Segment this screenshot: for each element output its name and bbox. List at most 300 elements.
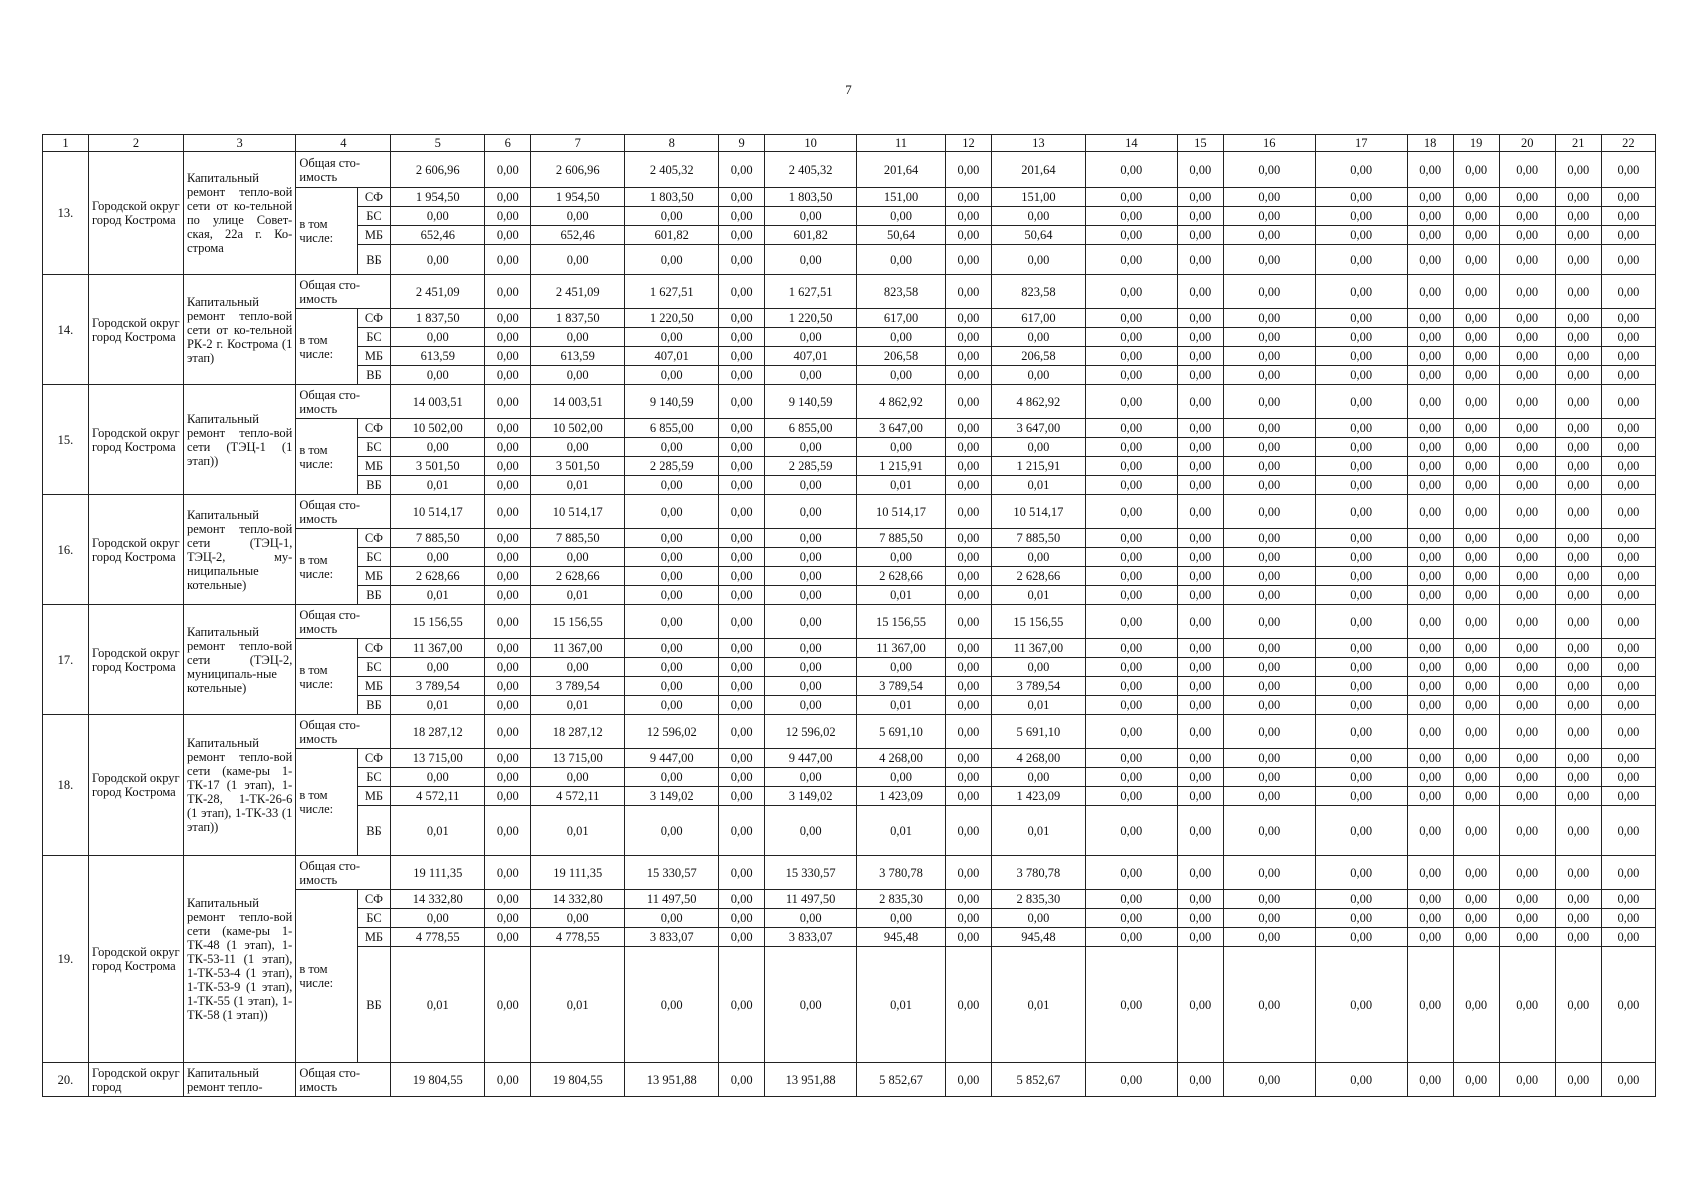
value-cell-col-12: 0,00 <box>945 347 991 366</box>
value-cell-col-7: 0,00 <box>531 548 625 567</box>
including-label: в том числе: <box>296 188 357 275</box>
municipality-cell: Городской округ город <box>88 1063 183 1097</box>
value-cell-col-15: 0,00 <box>1177 639 1223 658</box>
value-cell-col-12: 0,00 <box>945 275 991 309</box>
value-cell-col-5: 0,01 <box>391 806 485 856</box>
value-cell-col-13: 2 835,30 <box>991 890 1085 909</box>
value-cell-col-5: 18 287,12 <box>391 715 485 749</box>
fund-code: МБ <box>357 567 391 586</box>
value-cell-col-18: 0,00 <box>1407 715 1453 749</box>
value-cell-col-19: 0,00 <box>1453 275 1499 309</box>
value-cell-col-16: 0,00 <box>1223 309 1315 328</box>
value-cell-col-18: 0,00 <box>1407 328 1453 347</box>
value-cell-col-8: 601,82 <box>625 226 719 245</box>
row-index: 19. <box>43 856 89 1063</box>
value-cell-col-16: 0,00 <box>1223 548 1315 567</box>
value-cell-col-22: 0,00 <box>1601 548 1655 567</box>
value-cell-col-17: 0,00 <box>1315 586 1407 605</box>
value-cell-col-17: 0,00 <box>1315 328 1407 347</box>
value-cell-col-17: 0,00 <box>1315 385 1407 419</box>
value-cell-col-9: 0,00 <box>719 1063 765 1097</box>
value-cell-col-13: 2 628,66 <box>991 567 1085 586</box>
value-cell-col-8: 1 803,50 <box>625 188 719 207</box>
total-cost-label: Общая сто-имость <box>296 152 391 188</box>
value-cell-col-17: 0,00 <box>1315 438 1407 457</box>
value-cell-col-9: 0,00 <box>719 639 765 658</box>
value-cell-col-18: 0,00 <box>1407 1063 1453 1097</box>
value-cell-col-15: 0,00 <box>1177 328 1223 347</box>
including-label: в том числе: <box>296 309 357 385</box>
value-cell-col-11: 0,00 <box>857 245 946 275</box>
value-cell-col-8: 407,01 <box>625 347 719 366</box>
value-cell-col-11: 0,00 <box>857 768 946 787</box>
value-cell-col-11: 2 628,66 <box>857 567 946 586</box>
value-cell-col-21: 0,00 <box>1555 548 1601 567</box>
value-cell-col-22: 0,00 <box>1601 438 1655 457</box>
value-cell-col-6: 0,00 <box>485 856 531 890</box>
value-cell-col-16: 0,00 <box>1223 419 1315 438</box>
value-cell-col-12: 0,00 <box>945 366 991 385</box>
fund-code: БС <box>357 207 391 226</box>
value-cell-col-8: 0,00 <box>625 677 719 696</box>
value-cell-col-8: 9 447,00 <box>625 749 719 768</box>
value-cell-col-15: 0,00 <box>1177 385 1223 419</box>
value-cell-col-5: 0,00 <box>391 207 485 226</box>
value-cell-col-19: 0,00 <box>1453 806 1499 856</box>
value-cell-col-5: 0,01 <box>391 696 485 715</box>
fund-code: БС <box>357 768 391 787</box>
total-cost-label: Общая сто-имость <box>296 605 391 639</box>
value-cell-col-8: 3 149,02 <box>625 787 719 806</box>
value-cell-col-19: 0,00 <box>1453 1063 1499 1097</box>
value-cell-col-13: 5 852,67 <box>991 1063 1085 1097</box>
value-cell-col-12: 0,00 <box>945 715 991 749</box>
fund-code: ВБ <box>357 696 391 715</box>
table-row <box>43 856 1656 890</box>
value-cell-col-20: 0,00 <box>1499 806 1555 856</box>
value-cell-col-13: 823,58 <box>991 275 1085 309</box>
value-cell-col-18: 0,00 <box>1407 548 1453 567</box>
value-cell-col-9: 0,00 <box>719 207 765 226</box>
value-cell-col-22: 0,00 <box>1601 806 1655 856</box>
value-cell-col-5: 15 156,55 <box>391 605 485 639</box>
value-cell-col-16: 0,00 <box>1223 476 1315 495</box>
municipality-cell: Городской округ город Кострома <box>88 715 183 856</box>
including-label: в том числе: <box>296 419 357 495</box>
value-cell-col-14: 0,00 <box>1085 806 1177 856</box>
value-cell-col-17: 0,00 <box>1315 366 1407 385</box>
value-cell-col-18: 0,00 <box>1407 495 1453 529</box>
header-col-14: 14 <box>1085 135 1177 152</box>
header-col-21: 21 <box>1555 135 1601 152</box>
value-cell-col-7: 19 804,55 <box>531 1063 625 1097</box>
header-col-1: 1 <box>43 135 89 152</box>
row-index: 16. <box>43 495 89 605</box>
value-cell-col-8: 0,00 <box>625 696 719 715</box>
value-cell-col-16: 0,00 <box>1223 457 1315 476</box>
value-cell-col-9: 0,00 <box>719 928 765 947</box>
value-cell-col-18: 0,00 <box>1407 658 1453 677</box>
value-cell-col-7: 14 332,80 <box>531 890 625 909</box>
row-index: 15. <box>43 385 89 495</box>
value-cell-col-19: 0,00 <box>1453 715 1499 749</box>
value-cell-col-15: 0,00 <box>1177 438 1223 457</box>
value-cell-col-12: 0,00 <box>945 677 991 696</box>
municipality-cell: Городской округ город Кострома <box>88 605 183 715</box>
value-cell-col-21: 0,00 <box>1555 768 1601 787</box>
value-cell-col-17: 0,00 <box>1315 347 1407 366</box>
value-cell-col-18: 0,00 <box>1407 226 1453 245</box>
value-cell-col-15: 0,00 <box>1177 787 1223 806</box>
value-cell-col-13: 0,00 <box>991 207 1085 226</box>
value-cell-col-13: 0,00 <box>991 909 1085 928</box>
value-cell-col-18: 0,00 <box>1407 207 1453 226</box>
header-col-19: 19 <box>1453 135 1499 152</box>
value-cell-col-12: 0,00 <box>945 328 991 347</box>
value-cell-col-9: 0,00 <box>719 275 765 309</box>
value-cell-col-20: 0,00 <box>1499 366 1555 385</box>
value-cell-col-10: 1 627,51 <box>765 275 857 309</box>
value-cell-col-10: 0,00 <box>765 605 857 639</box>
value-cell-col-11: 0,01 <box>857 586 946 605</box>
value-cell-col-20: 0,00 <box>1499 476 1555 495</box>
value-cell-col-14: 0,00 <box>1085 890 1177 909</box>
object-cell: Капитальный ремонт тепло-вой сети (каме-ры 1-ТК-48 (1 этап), 1-ТК-53-11 (1 этап), 1-ТК-53-4 (1 этап), 1-ТК-53-9 (1 этап), 1-ТК-55 (1 этап), 1-ТК-58 (1 этап)) <box>183 856 295 1063</box>
value-cell-col-19: 0,00 <box>1453 658 1499 677</box>
value-cell-col-16: 0,00 <box>1223 188 1315 207</box>
value-cell-col-15: 0,00 <box>1177 749 1223 768</box>
value-cell-col-20: 0,00 <box>1499 328 1555 347</box>
value-cell-col-15: 0,00 <box>1177 1063 1223 1097</box>
fund-code: БС <box>357 548 391 567</box>
value-cell-col-11: 50,64 <box>857 226 946 245</box>
value-cell-col-5: 19 804,55 <box>391 1063 485 1097</box>
value-cell-col-11: 2 835,30 <box>857 890 946 909</box>
value-cell-col-11: 206,58 <box>857 347 946 366</box>
header-col-18: 18 <box>1407 135 1453 152</box>
value-cell-col-11: 3 780,78 <box>857 856 946 890</box>
value-cell-col-9: 0,00 <box>719 768 765 787</box>
value-cell-col-19: 0,00 <box>1453 152 1499 188</box>
value-cell-col-7: 7 885,50 <box>531 529 625 548</box>
value-cell-col-20: 0,00 <box>1499 207 1555 226</box>
header-col-10: 10 <box>765 135 857 152</box>
value-cell-col-6: 0,00 <box>485 438 531 457</box>
value-cell-col-11: 10 514,17 <box>857 495 946 529</box>
value-cell-col-8: 0,00 <box>625 806 719 856</box>
value-cell-col-17: 0,00 <box>1315 890 1407 909</box>
value-cell-col-9: 0,00 <box>719 457 765 476</box>
value-cell-col-11: 5 852,67 <box>857 1063 946 1097</box>
value-cell-col-21: 0,00 <box>1555 806 1601 856</box>
value-cell-col-11: 151,00 <box>857 188 946 207</box>
value-cell-col-6: 0,00 <box>485 658 531 677</box>
value-cell-col-16: 0,00 <box>1223 1063 1315 1097</box>
value-cell-col-6: 0,00 <box>485 275 531 309</box>
value-cell-col-14: 0,00 <box>1085 438 1177 457</box>
value-cell-col-8: 15 330,57 <box>625 856 719 890</box>
value-cell-col-12: 0,00 <box>945 152 991 188</box>
value-cell-col-22: 0,00 <box>1601 152 1655 188</box>
value-cell-col-15: 0,00 <box>1177 586 1223 605</box>
value-cell-col-12: 0,00 <box>945 457 991 476</box>
value-cell-col-10: 0,00 <box>765 639 857 658</box>
value-cell-col-14: 0,00 <box>1085 347 1177 366</box>
value-cell-col-19: 0,00 <box>1453 890 1499 909</box>
value-cell-col-6: 0,00 <box>485 749 531 768</box>
value-cell-col-15: 0,00 <box>1177 529 1223 548</box>
value-cell-col-5: 0,00 <box>391 658 485 677</box>
value-cell-col-10: 6 855,00 <box>765 419 857 438</box>
value-cell-col-14: 0,00 <box>1085 476 1177 495</box>
value-cell-col-17: 0,00 <box>1315 715 1407 749</box>
value-cell-col-7: 2 451,09 <box>531 275 625 309</box>
row-index: 13. <box>43 152 89 275</box>
value-cell-col-15: 0,00 <box>1177 495 1223 529</box>
value-cell-col-17: 0,00 <box>1315 567 1407 586</box>
value-cell-col-10: 0,00 <box>765 366 857 385</box>
value-cell-col-21: 0,00 <box>1555 909 1601 928</box>
value-cell-col-16: 0,00 <box>1223 567 1315 586</box>
value-cell-col-12: 0,00 <box>945 309 991 328</box>
value-cell-col-12: 0,00 <box>945 1063 991 1097</box>
value-cell-col-14: 0,00 <box>1085 529 1177 548</box>
value-cell-col-9: 0,00 <box>719 419 765 438</box>
value-cell-col-5: 4 778,55 <box>391 928 485 947</box>
value-cell-col-10: 407,01 <box>765 347 857 366</box>
value-cell-col-15: 0,00 <box>1177 677 1223 696</box>
value-cell-col-5: 0,00 <box>391 909 485 928</box>
value-cell-col-11: 4 862,92 <box>857 385 946 419</box>
value-cell-col-11: 15 156,55 <box>857 605 946 639</box>
value-cell-col-16: 0,00 <box>1223 226 1315 245</box>
header-col-8: 8 <box>625 135 719 152</box>
value-cell-col-7: 14 003,51 <box>531 385 625 419</box>
value-cell-col-6: 0,00 <box>485 529 531 548</box>
value-cell-col-10: 0,00 <box>765 476 857 495</box>
value-cell-col-21: 0,00 <box>1555 245 1601 275</box>
value-cell-col-14: 0,00 <box>1085 639 1177 658</box>
value-cell-col-8: 0,00 <box>625 529 719 548</box>
value-cell-col-6: 0,00 <box>485 495 531 529</box>
value-cell-col-6: 0,00 <box>485 548 531 567</box>
value-cell-col-17: 0,00 <box>1315 419 1407 438</box>
value-cell-col-7: 0,00 <box>531 328 625 347</box>
value-cell-col-15: 0,00 <box>1177 768 1223 787</box>
value-cell-col-9: 0,00 <box>719 677 765 696</box>
value-cell-col-5: 1 837,50 <box>391 309 485 328</box>
value-cell-col-13: 0,01 <box>991 586 1085 605</box>
value-cell-col-17: 0,00 <box>1315 476 1407 495</box>
value-cell-col-5: 0,01 <box>391 586 485 605</box>
value-cell-col-17: 0,00 <box>1315 605 1407 639</box>
value-cell-col-12: 0,00 <box>945 226 991 245</box>
value-cell-col-19: 0,00 <box>1453 586 1499 605</box>
value-cell-col-13: 945,48 <box>991 928 1085 947</box>
value-cell-col-20: 0,00 <box>1499 548 1555 567</box>
value-cell-col-21: 0,00 <box>1555 495 1601 529</box>
value-cell-col-7: 0,01 <box>531 696 625 715</box>
value-cell-col-21: 0,00 <box>1555 856 1601 890</box>
value-cell-col-6: 0,00 <box>485 890 531 909</box>
value-cell-col-15: 0,00 <box>1177 548 1223 567</box>
value-cell-col-16: 0,00 <box>1223 928 1315 947</box>
value-cell-col-17: 0,00 <box>1315 495 1407 529</box>
fund-code: БС <box>357 438 391 457</box>
fund-code: МБ <box>357 928 391 947</box>
value-cell-col-8: 0,00 <box>625 328 719 347</box>
value-cell-col-12: 0,00 <box>945 419 991 438</box>
value-cell-col-7: 2 606,96 <box>531 152 625 188</box>
value-cell-col-5: 652,46 <box>391 226 485 245</box>
value-cell-col-16: 0,00 <box>1223 275 1315 309</box>
value-cell-col-16: 0,00 <box>1223 696 1315 715</box>
value-cell-col-22: 0,00 <box>1601 947 1655 1063</box>
value-cell-col-20: 0,00 <box>1499 696 1555 715</box>
value-cell-col-13: 201,64 <box>991 152 1085 188</box>
fund-code: ВБ <box>357 245 391 275</box>
value-cell-col-19: 0,00 <box>1453 366 1499 385</box>
value-cell-col-19: 0,00 <box>1453 188 1499 207</box>
value-cell-col-22: 0,00 <box>1601 309 1655 328</box>
value-cell-col-11: 0,01 <box>857 476 946 495</box>
value-cell-col-5: 2 451,09 <box>391 275 485 309</box>
value-cell-col-5: 7 885,50 <box>391 529 485 548</box>
value-cell-col-17: 0,00 <box>1315 548 1407 567</box>
value-cell-col-19: 0,00 <box>1453 567 1499 586</box>
value-cell-col-5: 19 111,35 <box>391 856 485 890</box>
value-cell-col-21: 0,00 <box>1555 419 1601 438</box>
page-number: 7 <box>845 82 852 97</box>
value-cell-col-8: 0,00 <box>625 207 719 226</box>
value-cell-col-13: 1 215,91 <box>991 457 1085 476</box>
value-cell-col-21: 0,00 <box>1555 586 1601 605</box>
value-cell-col-20: 0,00 <box>1499 245 1555 275</box>
value-cell-col-18: 0,00 <box>1407 787 1453 806</box>
value-cell-col-12: 0,00 <box>945 947 991 1063</box>
header-col-7: 7 <box>531 135 625 152</box>
value-cell-col-18: 0,00 <box>1407 347 1453 366</box>
value-cell-col-10: 0,00 <box>765 768 857 787</box>
value-cell-col-12: 0,00 <box>945 385 991 419</box>
value-cell-col-22: 0,00 <box>1601 476 1655 495</box>
value-cell-col-22: 0,00 <box>1601 366 1655 385</box>
municipality-cell: Городской округ город Кострома <box>88 275 183 385</box>
value-cell-col-22: 0,00 <box>1601 768 1655 787</box>
value-cell-col-19: 0,00 <box>1453 495 1499 529</box>
value-cell-col-7: 613,59 <box>531 347 625 366</box>
object-cell: Капитальный ремонт тепло-вой сети (ТЭЦ-1, ТЭЦ-2, му-ниципальные котельные) <box>183 495 295 605</box>
municipality-cell: Городской округ город Кострома <box>88 856 183 1063</box>
value-cell-col-19: 0,00 <box>1453 749 1499 768</box>
value-cell-col-22: 0,00 <box>1601 639 1655 658</box>
value-cell-col-12: 0,00 <box>945 768 991 787</box>
value-cell-col-6: 0,00 <box>485 226 531 245</box>
table-row <box>43 1063 1656 1097</box>
value-cell-col-18: 0,00 <box>1407 188 1453 207</box>
value-cell-col-18: 0,00 <box>1407 856 1453 890</box>
value-cell-col-21: 0,00 <box>1555 639 1601 658</box>
value-cell-col-22: 0,00 <box>1601 890 1655 909</box>
header-col-6: 6 <box>485 135 531 152</box>
value-cell-col-8: 9 140,59 <box>625 385 719 419</box>
value-cell-col-7: 0,00 <box>531 245 625 275</box>
value-cell-col-14: 0,00 <box>1085 207 1177 226</box>
value-cell-col-17: 0,00 <box>1315 245 1407 275</box>
value-cell-col-6: 0,00 <box>485 419 531 438</box>
value-cell-col-19: 0,00 <box>1453 347 1499 366</box>
municipality-cell: Городской округ город Кострома <box>88 152 183 275</box>
value-cell-col-9: 0,00 <box>719 605 765 639</box>
value-cell-col-12: 0,00 <box>945 567 991 586</box>
value-cell-col-11: 11 367,00 <box>857 639 946 658</box>
value-cell-col-13: 0,01 <box>991 947 1085 1063</box>
value-cell-col-18: 0,00 <box>1407 768 1453 787</box>
value-cell-col-6: 0,00 <box>485 245 531 275</box>
value-cell-col-18: 0,00 <box>1407 385 1453 419</box>
value-cell-col-7: 0,01 <box>531 806 625 856</box>
value-cell-col-10: 0,00 <box>765 909 857 928</box>
value-cell-col-20: 0,00 <box>1499 275 1555 309</box>
value-cell-col-20: 0,00 <box>1499 152 1555 188</box>
value-cell-col-22: 0,00 <box>1601 586 1655 605</box>
value-cell-col-16: 0,00 <box>1223 787 1315 806</box>
fund-code: МБ <box>357 226 391 245</box>
value-cell-col-13: 4 862,92 <box>991 385 1085 419</box>
value-cell-col-11: 0,00 <box>857 658 946 677</box>
value-cell-col-16: 0,00 <box>1223 658 1315 677</box>
value-cell-col-21: 0,00 <box>1555 928 1601 947</box>
value-cell-col-17: 0,00 <box>1315 749 1407 768</box>
value-cell-col-21: 0,00 <box>1555 787 1601 806</box>
value-cell-col-7: 0,00 <box>531 768 625 787</box>
value-cell-col-10: 0,00 <box>765 947 857 1063</box>
value-cell-col-5: 0,00 <box>391 366 485 385</box>
value-cell-col-7: 13 715,00 <box>531 749 625 768</box>
value-cell-col-14: 0,00 <box>1085 677 1177 696</box>
budget-table <box>42 134 1656 1097</box>
value-cell-col-13: 11 367,00 <box>991 639 1085 658</box>
value-cell-col-8: 1 627,51 <box>625 275 719 309</box>
fund-code: БС <box>357 328 391 347</box>
value-cell-col-13: 3 789,54 <box>991 677 1085 696</box>
value-cell-col-9: 0,00 <box>719 309 765 328</box>
value-cell-col-22: 0,00 <box>1601 696 1655 715</box>
value-cell-col-11: 0,01 <box>857 947 946 1063</box>
header-col-15: 15 <box>1177 135 1223 152</box>
fund-code: МБ <box>357 457 391 476</box>
value-cell-col-17: 0,00 <box>1315 207 1407 226</box>
value-cell-col-11: 1 215,91 <box>857 457 946 476</box>
value-cell-col-5: 13 715,00 <box>391 749 485 768</box>
value-cell-col-19: 0,00 <box>1453 328 1499 347</box>
total-cost-label: Общая сто-имость <box>296 715 391 749</box>
value-cell-col-18: 0,00 <box>1407 909 1453 928</box>
value-cell-col-12: 0,00 <box>945 245 991 275</box>
value-cell-col-14: 0,00 <box>1085 856 1177 890</box>
header-row <box>43 135 1656 152</box>
value-cell-col-22: 0,00 <box>1601 715 1655 749</box>
value-cell-col-18: 0,00 <box>1407 309 1453 328</box>
value-cell-col-9: 0,00 <box>719 438 765 457</box>
value-cell-col-6: 0,00 <box>485 928 531 947</box>
value-cell-col-19: 0,00 <box>1453 207 1499 226</box>
value-cell-col-8: 0,00 <box>625 438 719 457</box>
value-cell-col-14: 0,00 <box>1085 188 1177 207</box>
value-cell-col-9: 0,00 <box>719 476 765 495</box>
value-cell-col-14: 0,00 <box>1085 152 1177 188</box>
value-cell-col-18: 0,00 <box>1407 639 1453 658</box>
